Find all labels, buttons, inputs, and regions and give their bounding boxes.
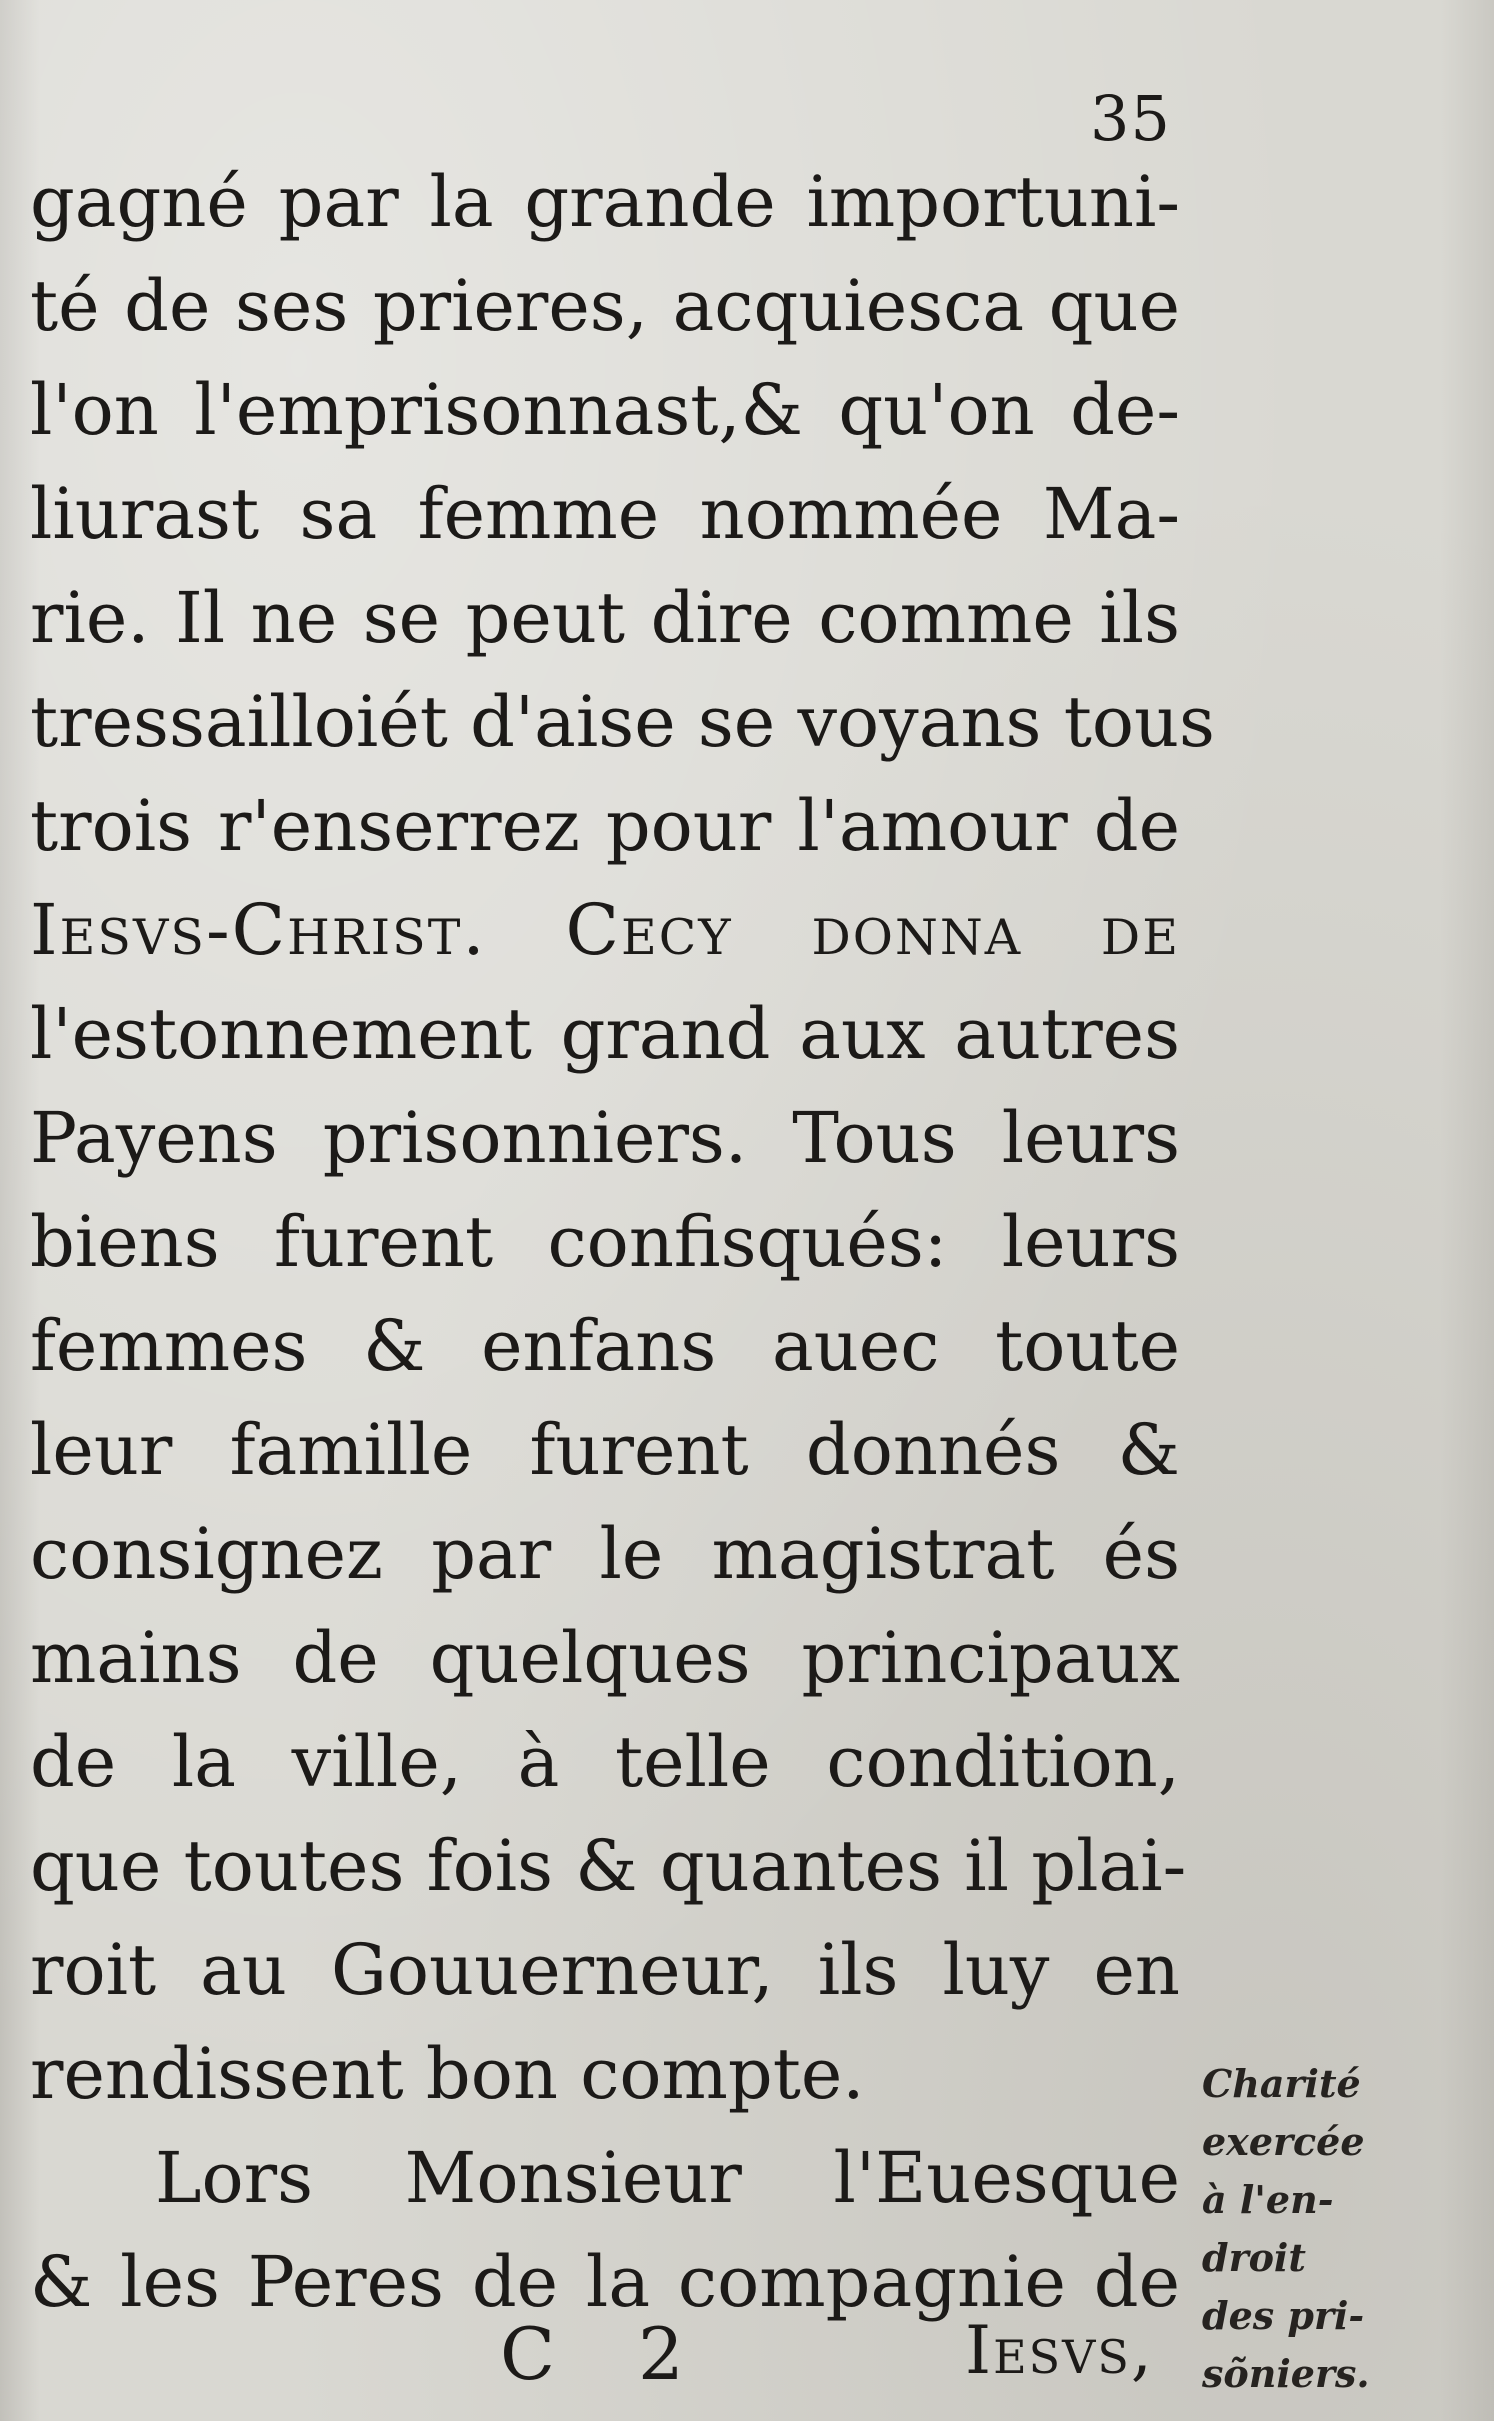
- margin-note: [1202, 2055, 1402, 2403]
- text-line: l'on l'emprisonnast,& qu'on de-: [30, 369, 1180, 451]
- text-line: tressailloiét d'aise se voyans tous: [30, 681, 1215, 763]
- margin-note-line: Charité: [1202, 2061, 1361, 2106]
- text-line: que toutes fois & quantes il plai-: [30, 1825, 1187, 1907]
- signature-mark: C 2: [500, 2312, 714, 2396]
- text-line: roit au Gouuerneur, ils luy en: [30, 1929, 1180, 2011]
- body-text: [30, 150, 1215, 2334]
- page-number: 35: [1090, 82, 1171, 155]
- text-line: femmes & enfans auec toute: [30, 1305, 1180, 1387]
- text-line: de la ville, à telle condition,: [30, 1721, 1180, 1803]
- text-line: Iesvs-Christ. Cecy donna de: [30, 889, 1180, 971]
- text-line: gagné par la grande importuni-: [30, 161, 1180, 243]
- margin-note-line: droit: [1202, 2235, 1306, 2280]
- text-line: leur famille furent donnés &: [30, 1409, 1180, 1491]
- text-line: consignez par le magistrat és: [30, 1513, 1180, 1595]
- text-line: trois r'enserrez pour l'amour de: [30, 785, 1180, 867]
- catchword: Iesvs,: [965, 2312, 1154, 2389]
- text-line: biens furent confisqués: leurs: [30, 1201, 1180, 1283]
- text-line: Lors Monsieur l'Euesque: [155, 2137, 1180, 2219]
- text-line: rie. Il ne se peut dire comme ils: [30, 577, 1180, 659]
- text-line: liurast sa femme nommée Ma-: [30, 473, 1180, 555]
- margin-note-line: à l'en-: [1202, 2177, 1334, 2222]
- text-line: l'estonnement grand aux autres: [30, 993, 1180, 1075]
- text-line: & les Peres de la compagnie de: [30, 2241, 1180, 2323]
- text-line: té de ses prieres, acquiesca que: [30, 265, 1180, 347]
- margin-note-line: des pri-: [1202, 2293, 1365, 2338]
- margin-note-line: exercée: [1202, 2119, 1365, 2164]
- margin-note-line: sõniers.: [1202, 2351, 1370, 2396]
- text-line: Payens prisonniers. Tous leurs: [30, 1097, 1180, 1179]
- text-line: mains de quelques principaux: [30, 1617, 1180, 1699]
- text-line: rendissent bon compte.: [30, 2033, 865, 2115]
